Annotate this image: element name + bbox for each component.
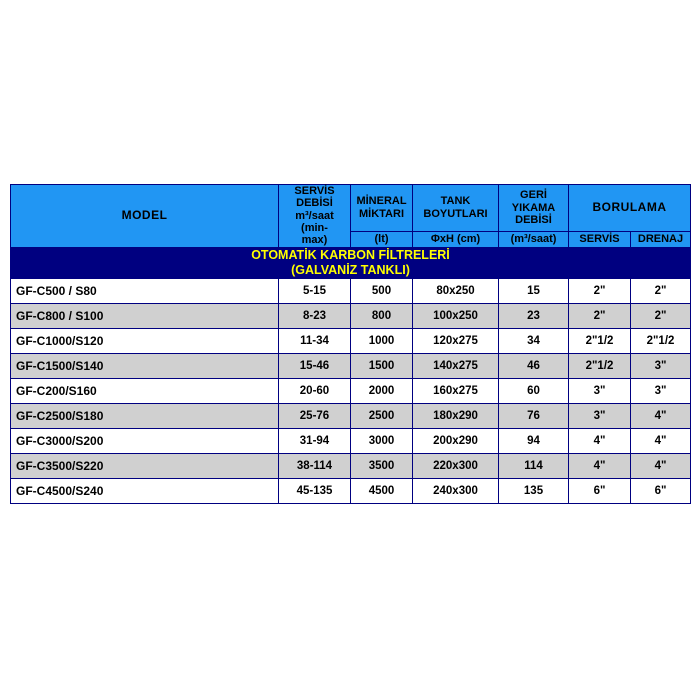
cell-geri-yikama-debisi: 34 [499, 328, 569, 353]
table-body [11, 247, 691, 503]
cell-geri-yikama-debisi: 60 [499, 378, 569, 403]
cell-borulama-drenaj: 2"1/2 [631, 328, 691, 353]
cell-borulama-servis: 2"1/2 [569, 328, 631, 353]
cell-mineral-miktari: 1500 [351, 353, 413, 378]
table-row [11, 378, 691, 403]
cell-borulama-drenaj: 4" [631, 453, 691, 478]
header-unit-geri: (m³/saat) [499, 231, 569, 247]
section-title-row [11, 247, 691, 278]
cell-tank-boyutlari: 80x250 [413, 278, 499, 303]
cell-borulama-servis: 3" [569, 378, 631, 403]
cell-tank-boyutlari: 100x250 [413, 303, 499, 328]
cell-borulama-drenaj: 4" [631, 428, 691, 453]
cell-servis-debisi: 15-46 [279, 353, 351, 378]
cell-tank-boyutlari: 220x300 [413, 453, 499, 478]
cell-model: GF-C1000/S120 [11, 328, 279, 353]
cell-servis-debisi: 11-34 [279, 328, 351, 353]
header-servis-line3: m³/saat [295, 209, 334, 222]
cell-borulama-servis: 3" [569, 403, 631, 428]
header-unit-mineral: (lt) [351, 231, 413, 247]
cell-geri-yikama-debisi: 114 [499, 453, 569, 478]
header-tank-boyutlari [413, 185, 499, 232]
header-servis-line2: DEBİSİ [296, 197, 333, 210]
table-row [11, 353, 691, 378]
cell-mineral-miktari: 3500 [351, 453, 413, 478]
cell-mineral-miktari: 1000 [351, 328, 413, 353]
cell-geri-yikama-debisi: 23 [499, 303, 569, 328]
header-mineral-miktari [351, 185, 413, 232]
cell-geri-yikama-debisi: 94 [499, 428, 569, 453]
table-row [11, 453, 691, 478]
header-geri-yikama-debisi [499, 185, 569, 232]
cell-borulama-servis: 4" [569, 428, 631, 453]
cell-borulama-drenaj: 2" [631, 303, 691, 328]
header-borulama: BORULAMA [569, 185, 691, 232]
cell-model: GF-C3000/S200 [11, 428, 279, 453]
header-row-main [11, 185, 691, 232]
cell-geri-yikama-debisi: 46 [499, 353, 569, 378]
table-row [11, 278, 691, 303]
cell-servis-debisi: 45-135 [279, 478, 351, 503]
cell-borulama-drenaj: 4" [631, 403, 691, 428]
cell-mineral-miktari: 800 [351, 303, 413, 328]
cell-mineral-miktari: 2000 [351, 378, 413, 403]
table-row [11, 303, 691, 328]
header-servis-debisi [279, 185, 351, 248]
cell-servis-debisi: 38-114 [279, 453, 351, 478]
cell-servis-debisi: 5-15 [279, 278, 351, 303]
cell-servis-debisi: 25-76 [279, 403, 351, 428]
section-title-cell [11, 247, 691, 278]
spec-table-container [10, 184, 690, 504]
header-borulama-servis: SERVİS [569, 231, 631, 247]
cell-servis-debisi: 20-60 [279, 378, 351, 403]
cell-tank-boyutlari: 120x275 [413, 328, 499, 353]
header-tank-line1: TANK [440, 195, 471, 208]
cell-model: GF-C1500/S140 [11, 353, 279, 378]
cell-servis-debisi: 8-23 [279, 303, 351, 328]
cell-tank-boyutlari: 160x275 [413, 378, 499, 403]
cell-geri-yikama-debisi: 15 [499, 278, 569, 303]
cell-borulama-servis: 2" [569, 278, 631, 303]
cell-borulama-drenaj: 3" [631, 378, 691, 403]
cell-borulama-drenaj: 6" [631, 478, 691, 503]
header-servis-line1: SERVİS [294, 185, 335, 197]
section-title-line2: (GALVANİZ TANKLI) [291, 262, 410, 277]
cell-model: GF-C3500/S220 [11, 453, 279, 478]
header-geri-line2: YIKAMA [511, 201, 556, 214]
header-servis-line5: max) [301, 234, 328, 247]
header-geri-line1: GERİ [520, 189, 547, 202]
cell-mineral-miktari: 4500 [351, 478, 413, 503]
table-row [11, 478, 691, 503]
header-unit-tank: ΦxH (cm) [413, 231, 499, 247]
spec-table [10, 184, 691, 504]
cell-model: GF-C500 / S80 [11, 278, 279, 303]
cell-borulama-drenaj: 2" [631, 278, 691, 303]
cell-tank-boyutlari: 240x300 [413, 478, 499, 503]
cell-borulama-servis: 2"1/2 [569, 353, 631, 378]
cell-model: GF-C200/S160 [11, 378, 279, 403]
header-servis-line4: (min- [301, 221, 328, 234]
cell-model: GF-C2500/S180 [11, 403, 279, 428]
cell-tank-boyutlari: 140x275 [413, 353, 499, 378]
cell-model: GF-C4500/S240 [11, 478, 279, 503]
cell-geri-yikama-debisi: 76 [499, 403, 569, 428]
cell-borulama-servis: 6" [569, 478, 631, 503]
section-title-line1: OTOMATİK KARBON FİLTRELERİ [251, 247, 450, 262]
header-mineral-line2: MİKTARI [358, 207, 404, 220]
cell-borulama-servis: 4" [569, 453, 631, 478]
cell-borulama-servis: 2" [569, 303, 631, 328]
cell-mineral-miktari: 500 [351, 278, 413, 303]
header-borulama-drenaj: DRENAJ [631, 231, 691, 247]
cell-tank-boyutlari: 180x290 [413, 403, 499, 428]
cell-mineral-miktari: 3000 [351, 428, 413, 453]
cell-servis-debisi: 31-94 [279, 428, 351, 453]
header-model: MODEL [11, 185, 279, 248]
cell-borulama-drenaj: 3" [631, 353, 691, 378]
table-row [11, 328, 691, 353]
cell-mineral-miktari: 2500 [351, 403, 413, 428]
cell-model: GF-C800 / S100 [11, 303, 279, 328]
header-geri-line3: DEBİSİ [515, 213, 552, 226]
table-header [11, 185, 691, 248]
header-mineral-line1: MİNERAL [356, 195, 407, 208]
cell-tank-boyutlari: 200x290 [413, 428, 499, 453]
table-row [11, 428, 691, 453]
cell-geri-yikama-debisi: 135 [499, 478, 569, 503]
table-row [11, 403, 691, 428]
header-tank-line2: BOYUTLARI [423, 207, 488, 220]
